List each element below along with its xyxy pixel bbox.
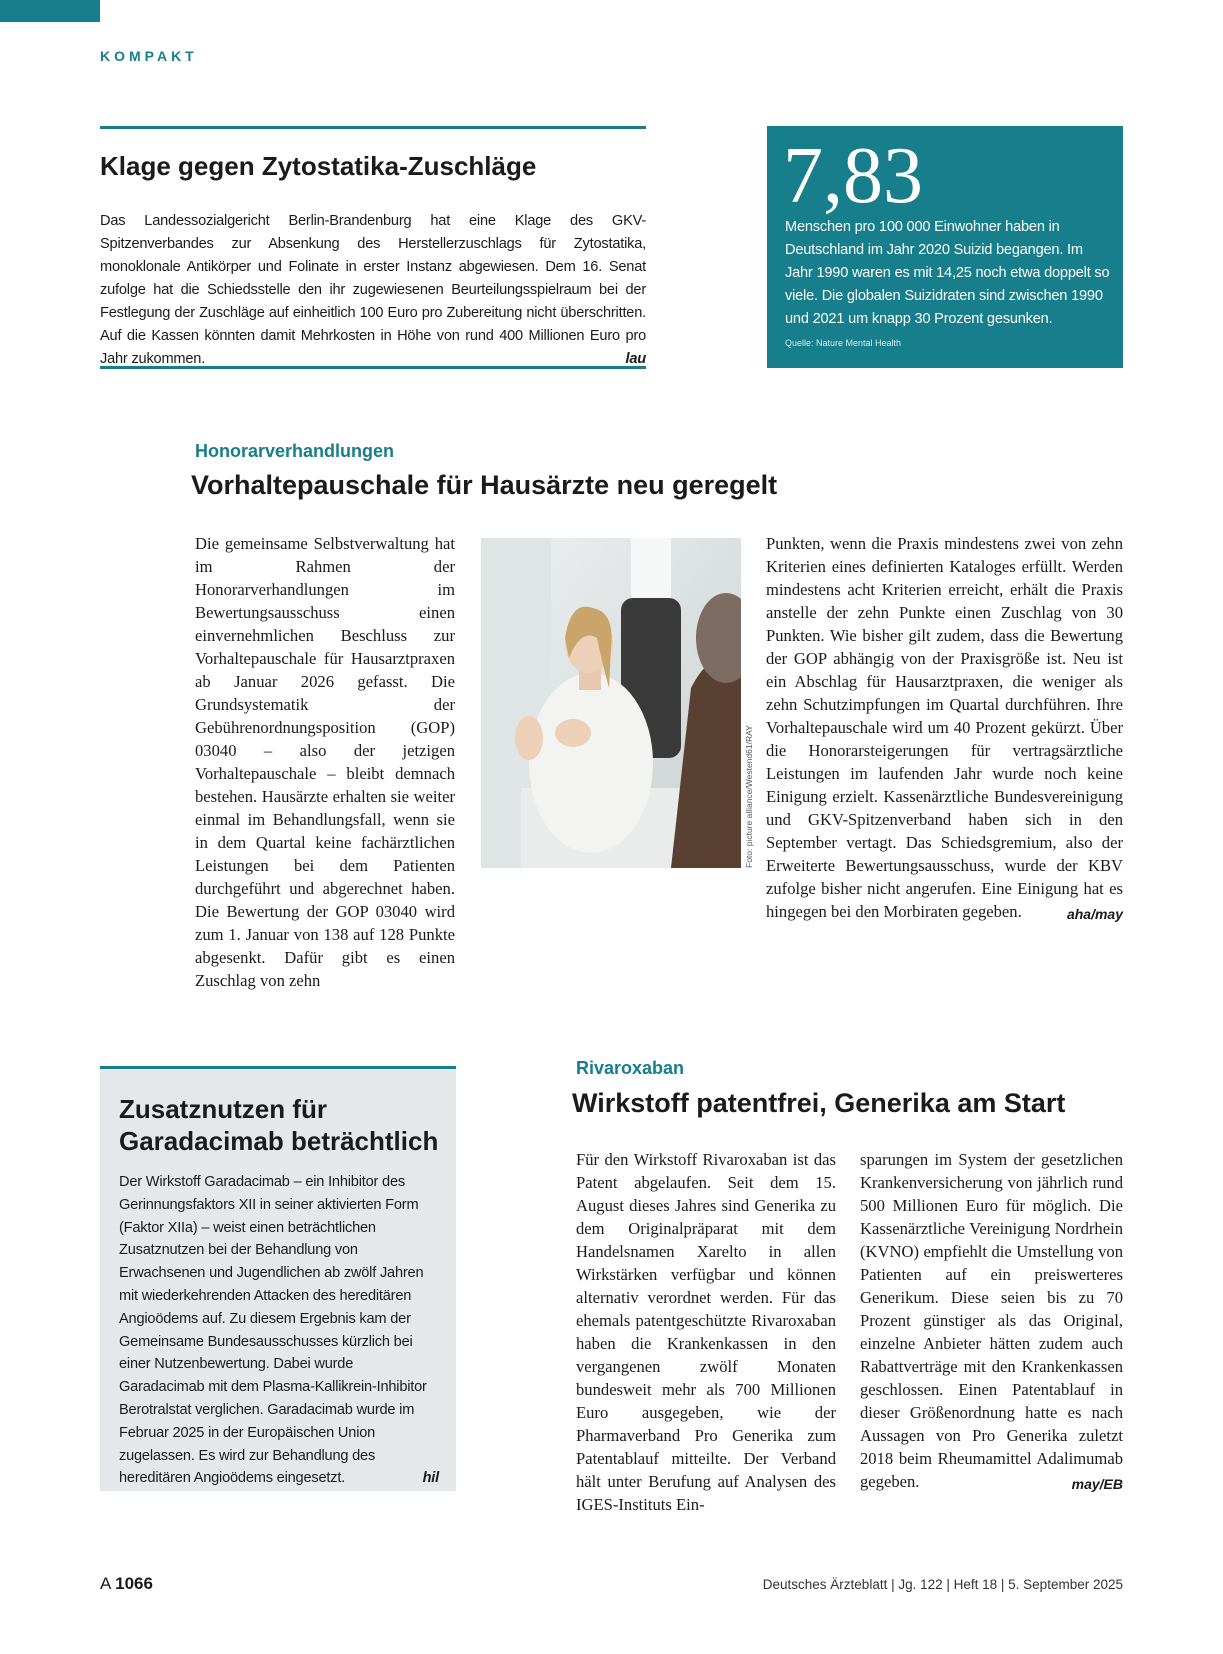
page-number: A 1066 bbox=[100, 1574, 153, 1593]
top-accent-bar bbox=[0, 0, 100, 22]
article-title: Vorhaltepauschale für Hausärzte neu geregelt bbox=[191, 470, 778, 500]
article-kicker: Rivaroxaban bbox=[576, 1058, 685, 1078]
author-signature: lau bbox=[625, 351, 646, 367]
stat-number: 7,83 bbox=[783, 132, 923, 220]
stat-box bbox=[767, 126, 1123, 368]
article-column-1: Für den Wirkstoff Rivaroxaban ist das Patent abgelaufen. Seit dem 15. August dieses Jahres sind Generika zu dem Originalpräparat mit dem Handelsnamen Xarelto in allen Wirkstärken verfügbar und können alternativ verordnet werden. Für das ehemals patentgeschützte Rivaroxaban haben die Krankenkassen in den vergangenen zwölf Monaten bundesweit mehr als 700 Millionen Euro ausgegeben, wie der Pharmaverband Pro Generika zum Patentablauf mitteilte. Der Verband hält unter Berufung auf Analysen des IGES-Instituts Ein- bbox=[576, 1150, 836, 1514]
photo-credit: Foto: picture alliance/Westend61/RAY bbox=[744, 725, 754, 868]
author-signature: may/EB bbox=[1071, 1476, 1123, 1492]
author-signature: aha/may bbox=[1066, 906, 1123, 922]
article-kicker: Honorarverhandlungen bbox=[195, 441, 395, 461]
article-body: Der Wirkstoff Garadacimab – ein Inhibitor des Gerinnungsfaktors XII in seiner aktivierten Form (Faktor XIIa) – weist einen beträchtlichen Zusatznutzen bei der Behandlung von Erwachsenen und Jugendlichen ab zwölf Jahren mit wiederkehrenden Attacken des hereditären Angioödems auf. Zu diesem Ergebnis kam der Gemeinsame Bundesausschusses kürzlich bei einer Nutzenbewertung. Dabei wurde Garadacimab mit dem Plasma-Kallikrein-Inhibitor Berotralstat verglichen. Garadacimab wurde im Februar 2025 in der Europäischen Union zugelassen. Es wird zur Behandlung des hereditären Angioödems eingesetzt. hil bbox=[119, 1171, 439, 1490]
article-column-1: Die gemeinsame Selbstverwaltung hat im Rahmen der Honorarverhandlungen im Bewertungsausschuss einen einvernehmlichen Beschluss zur Vorhaltepauschale für Hausarztpraxen ab Januar 2026 gefasst. Die Grundsystematik der Gebührenordnungsposition (GOP) 03040 – also der jetzigen Vorhaltepauschale – bleibt demnach bestehen. Hausärzte erhalten sie weiter einmal im Behandlungsfall, wenn sie in dem Quartal keine fachärztlichen Leistungen bei dem Patienten durchgeführt und abgerechnet haben. Die Bewertung der GOP 03040 wird zum 1. Januar von 138 auf 128 Punkte abgesenkt. Dafür gibt es einen Zuschlag von zehn bbox=[195, 534, 455, 990]
article-title: Wirkstoff patentfrei, Generika am Start bbox=[572, 1088, 1066, 1118]
author-signature: hil bbox=[422, 1470, 439, 1487]
stat-source: Quelle: Nature Mental Health bbox=[785, 338, 902, 348]
article-title: Zusatznutzen für Garadacimab beträchtlich bbox=[119, 1094, 439, 1156]
article-column-2: Punkten, wenn die Praxis mindestens zwei von zehn Kriterien eines definierten Kataloges erfüllt. Werden mindestens acht Kriterien erreicht, erhält die Praxis anstelle der zehn Punkte einen Zuschlag von 30 Punkten. Wie bisher gilt zudem, dass die Bewertung der GOP abhängig von der Praxisgröße ist. Neu ist ein Abschlag für Hausarztpraxen, die weniger als zehn Schutzimpfungen im Quartal durchführen. Ihre Vorhaltepauschale wird um 40 Prozent gekürzt. Über die Honorarsteigerungen für vertragsärztliche Leistungen im laufenden Jahr wurde noch keine Einigung erzielt. Kassenärztliche Bundesvereinigung und GKV-Spitzenverband haben sich in den September vertagt. Das Schiedsgremium, also der Erweiterte Bewertungsausschuss, wurde der KBV zufolge bisher nicht angerufen. Eine Einigung hat es hingegen bei den Morbiraten gegeben. aha/may bbox=[766, 532, 1123, 926]
journal-info: Deutsches Ärzteblatt | Jg. 122 | Heft 18 | 5. September 2025 bbox=[762, 1577, 1123, 1592]
section-label: KOMPAKT bbox=[100, 48, 198, 64]
article-title: Klage gegen Zytostatika-Zuschläge bbox=[100, 151, 537, 181]
stat-text: Menschen pro 100 000 Einwohner haben in Deutschland im Jahr 2020 Suizid begangen. Im Jahr 1990 waren es mit 14,25 noch etwa doppelt so viele. Die globalen Suizidraten sind zwischen 1990 und 2021 um knapp 30 Prozent gesunken. bbox=[785, 219, 1110, 327]
article-photo bbox=[481, 538, 741, 868]
article-zytostatika bbox=[100, 126, 646, 369]
doctor-consultation-image bbox=[481, 538, 741, 868]
article-column-2: sparungen im System der gesetzlichen Krankenversicherung von jährlich rund 500 Millionen Euro für möglich. Die Kassenärztliche Vereinigung Nordrhein (KVNO) empfiehlt die Umstellung von Patienten auf ein preiswerteres Generikum. Diese seien bis zu 70 Prozent günstiger als das Original, einzelne Anbieter hätten zudem auch Rabattverträge mit den Krankenkassen geschlossen. Einen Patentablauf in dieser Größenordnung hatte es nach Aussagen von Pro Generika zuletzt 2018 beim Rheumamittel Adalimumab gegeben. may/EB bbox=[860, 1148, 1123, 1496]
article-body: Das Landessozialgericht Berlin-Brandenburg hat eine Klage des GKV-Spitzenverbandes zur Absenkung des Herstellerzuschlags für Zytostatika, monoklonale Antikörper und Folinate in erster Instanz abgewiesen. Dem 16. Senat zufolge hat die Schiedsstelle den ihr zugewiesenen Beurteilungsspielraum bei der Festlegung der Zuschläge auf einheitlich 100 Euro pro Zubereitung nicht überschritten. Auf die Kassen könnten damit Mehrkosten in Höhe von rund 400 Millionen Euro pro Jahr zukommen. lau bbox=[100, 210, 646, 371]
article-garadacimab-box bbox=[100, 1066, 456, 1491]
